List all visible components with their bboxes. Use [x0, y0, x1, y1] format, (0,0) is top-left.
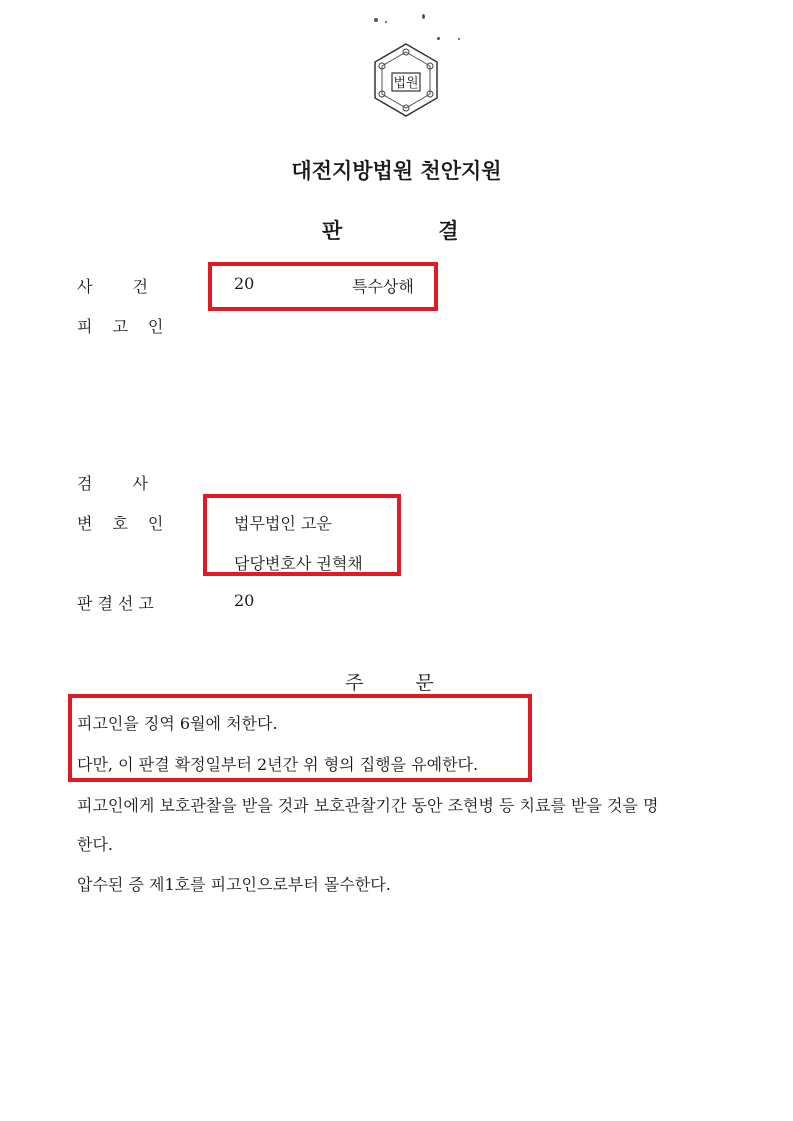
order-line: 다만, 이 판결 확정일부터 2년간 위 형의 집행을 유예한다. [77, 755, 479, 774]
case-name: 특수상해 [352, 277, 414, 296]
highlight-box-case [208, 262, 438, 311]
order-line: 압수된 증 제1호를 피고인으로부터 몰수한다. [77, 875, 391, 894]
counsel-lawyer: 담당변호사 권혁채 [234, 554, 363, 573]
order-line: 피고인을 징역 6월에 처한다. [77, 714, 278, 733]
order-line: 한다. [77, 835, 113, 854]
highlight-box-counsel [203, 494, 401, 576]
prosecutor-label: 검사 [77, 474, 188, 493]
verdict-date: 20 [234, 591, 255, 610]
order-heading: 주문 [345, 672, 486, 694]
order-line: 피고인에게 보호관찰을 받을 것과 보호관찰기간 동안 조현병 등 치료를 받을 것을 명 [77, 796, 659, 815]
scan-speck [458, 38, 460, 40]
counsel-firm: 법무법인 고운 [234, 514, 332, 533]
document-title: 판결 [322, 219, 555, 243]
defendant-label: 피고인 [77, 317, 184, 336]
court-name: 대전지방법원 천안지원 [291, 159, 502, 183]
highlight-box-sentence [68, 694, 532, 782]
verdict-date-label: 판결선고 [77, 594, 159, 613]
scan-speck [422, 14, 425, 19]
court-seal-icon [370, 40, 442, 120]
scan-speck [374, 18, 378, 22]
case-number: 20 [234, 274, 255, 293]
case-label: 사건 [77, 277, 188, 296]
scan-speck [385, 21, 387, 23]
seal-text: 법원 [393, 76, 419, 91]
counsel-label: 변호인 [77, 514, 184, 533]
